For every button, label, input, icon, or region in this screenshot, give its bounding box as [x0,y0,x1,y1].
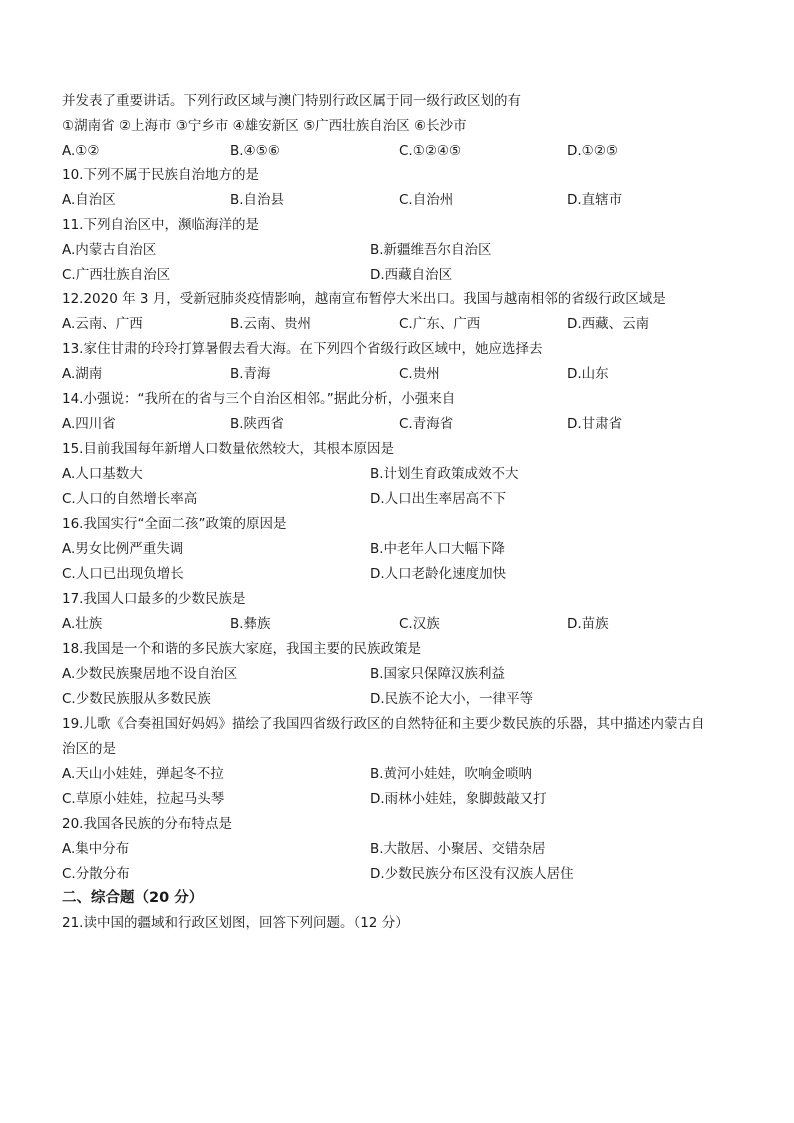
q10-stem: 10.下列不属于民族自治地方的是 [62,167,259,183]
q20-options-row2 [62,865,742,883]
option-b: B.云南、贵州 [230,316,312,332]
q15-options-row2 [62,490,742,508]
q16-stem: 16.我国实行“全面二孩”政策的原因是 [62,516,287,532]
q15-stem: 15.目前我国每年新增人口数量依然较大，其根本原因是 [62,441,394,457]
option-a: A.集中分布 [62,841,130,857]
option-b: B.国家只保障汉族利益 [370,666,506,682]
q19-options-row1 [62,765,742,783]
option-c: C.人口的自然增长率高 [62,491,198,507]
option-d: D.苗族 [567,616,609,632]
q18-options-row2 [62,690,742,708]
option-a: A.壮族 [62,616,103,632]
option-d: D.民族不论大小，一律平等 [370,691,534,707]
q19-stem-line2: 治区的是 [62,741,116,757]
option-a: A.男女比例严重失调 [62,541,184,557]
option-b: B.新疆维吾尔自治区 [370,242,492,258]
option-c: C.广东、广西 [399,316,481,332]
q17-stem: 17.我国人口最多的少数民族是 [62,591,246,607]
option-a: A.云南、广西 [62,316,143,332]
q10-options [62,191,742,209]
option-a: A.内蒙古自治区 [62,242,157,258]
option-c: C.广西壮族自治区 [62,267,171,283]
q11-options-row2 [62,266,742,284]
option-d: D.甘肃省 [567,416,623,432]
q13-stem: 13.家住甘肃的玲玲打算暑假去看大海。在下列四个省级行政区域中，她应选择去 [62,341,543,357]
q12-stem: 12.2020 年 3 月，受新冠肺炎疫情影响，越南宣布暂停大米出口。我国与越南相邻的省级行政区域是 [62,291,666,307]
section-heading: 二、综合题（20 分） [62,890,204,906]
option-b: B.计划生育政策成效不大 [370,466,519,482]
option-a: A.天山小娃娃，弹起冬不拉 [62,766,224,782]
q11-stem: 11.下列自治区中，濒临海洋的是 [62,217,259,233]
option-d: D.人口出生率居高不下 [370,491,507,507]
q18-options-row1 [62,665,742,683]
option-a: A.①② [62,143,100,159]
option-c: C.分散分布 [62,866,130,882]
option-c: C.青海省 [399,416,454,432]
option-b: B.黄河小娃娃，吹响金唢呐 [370,766,533,782]
q9-items: ①湖南省 ②上海市 ③宁乡市 ④雄安新区 ⑤广西壮族自治区 ⑥长沙市 [62,118,467,134]
q16-options-row1 [62,540,742,558]
option-d: D.直辖市 [567,192,623,208]
option-b: B.陕西省 [230,416,285,432]
q20-options-row1 [62,840,742,858]
q11-options-row1 [62,241,742,259]
option-c: C.少数民族服从多数民族 [62,691,211,707]
option-d: D.西藏、云南 [567,316,650,332]
option-b: B.彝族 [230,616,271,632]
option-c: C.汉族 [399,616,440,632]
option-d: D.人口老龄化速度加快 [370,566,507,582]
q9-options [62,142,742,160]
q15-options-row1 [62,465,742,483]
option-b: B.中老年人口大幅下降 [370,541,506,557]
option-c: C.贵州 [399,366,440,382]
option-c: C.草原小娃娃，拉起马头琴 [62,791,225,807]
option-a: A.少数民族聚居地不设自治区 [62,666,238,682]
q13-options [62,365,742,383]
option-d: D.山东 [567,366,609,382]
option-b: B.自治县 [230,192,285,208]
q14-options [62,415,742,433]
q19-options-row2 [62,790,742,808]
option-a: A.四川省 [62,416,116,432]
q14-stem: 14.小强说：“我所在的省与三个自治区相邻。”据此分析，小强来自 [62,391,456,407]
option-c: C.人口已出现负增长 [62,566,184,582]
option-c: C.自治州 [399,192,454,208]
option-d: D.①②⑤ [567,143,618,159]
q19-stem-line1: 19.儿歌《合奏祖国好妈妈》描绘了我国四省级行政区的自然特征和主要少数民族的乐器，其中描述内蒙古自 [62,716,705,732]
option-a: A.人口基数大 [62,466,143,482]
q17-options [62,615,742,633]
q12-options [62,315,742,333]
option-b: B.青海 [230,366,271,382]
q21-stem: 21.读中国的疆域和行政区划图，回答下列问题。（12 分） [62,915,409,931]
option-d: D.少数民族分布区没有汉族人居住 [370,866,574,882]
option-a: A.湖南 [62,366,103,382]
option-d: D.西藏自治区 [370,267,453,283]
option-b: B.④⑤⑥ [230,143,280,159]
option-d: D.雨林小娃娃，象脚鼓敲又打 [370,791,547,807]
q18-stem: 18.我国是一个和谐的多民族大家庭，我国主要的民族政策是 [62,641,421,657]
option-a: A.自治区 [62,192,116,208]
q16-options-row2 [62,565,742,583]
q9-stem: 并发表了重要讲话。下列行政区域与澳门特别行政区属于同一级行政区划的有 [62,93,521,109]
option-c: C.①②④⑤ [399,143,462,159]
option-b: B.大散居、小聚居、交错杂居 [370,841,546,857]
q20-stem: 20.我国各民族的分布特点是 [62,816,232,832]
